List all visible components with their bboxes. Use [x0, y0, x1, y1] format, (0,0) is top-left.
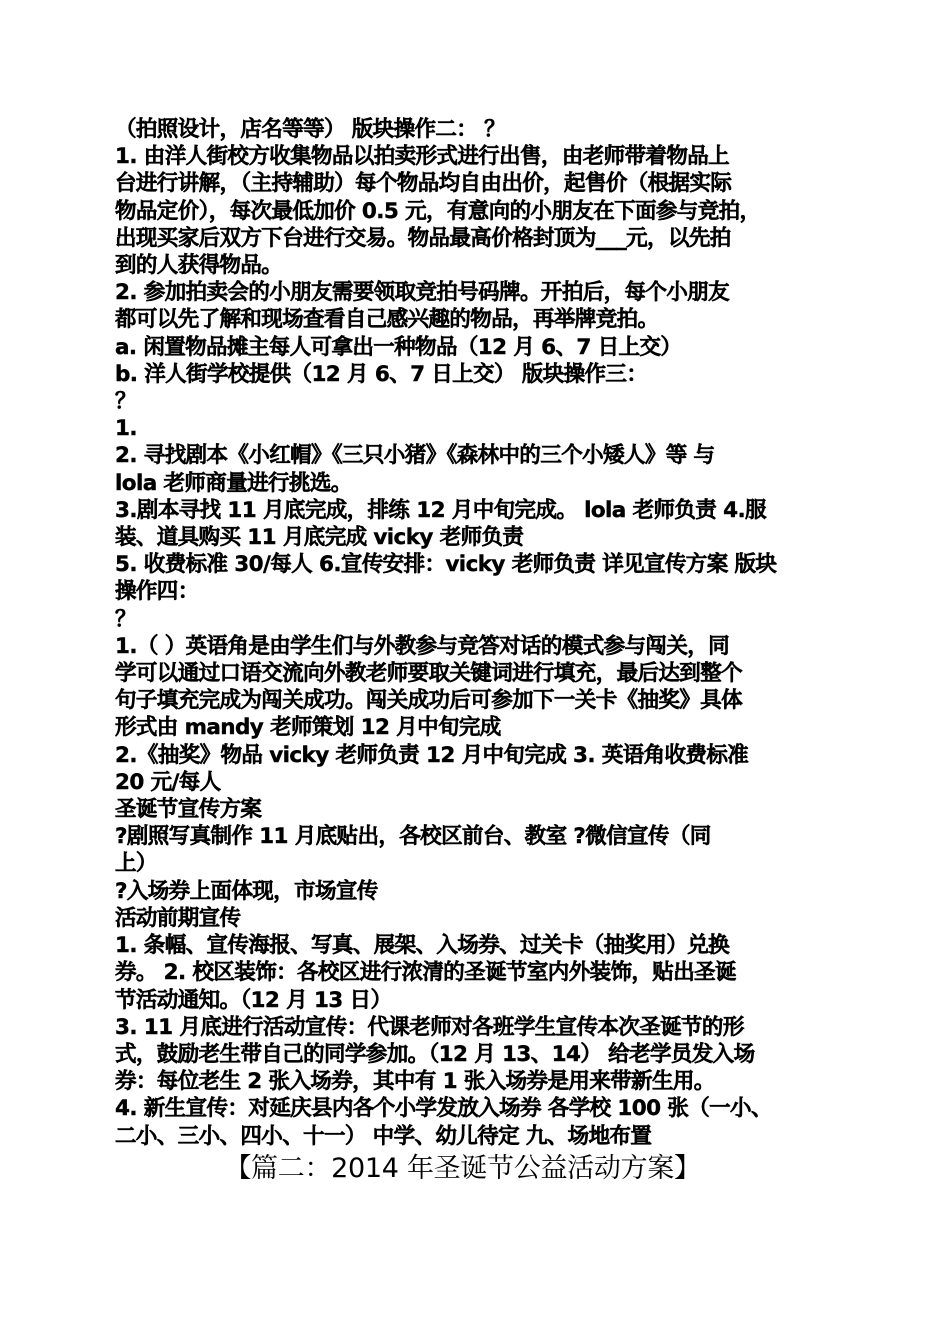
text-line: 句子填充完成为闯关成功。闯关成功后可参加下一关卡《抽奖》具体 [115, 688, 743, 714]
text-line: ?入场券上面体现，市场宣传 [115, 878, 378, 904]
text-line: ？ [115, 606, 136, 632]
text-line: 3.剧本寻找 11 月底完成，排练 12 月中旬完成。 lola 老师负责 4.服 [115, 497, 766, 523]
text-line: 3. 11 月底进行活动宣传：代课老师对各班学生宣传本次圣诞节的形 [115, 1014, 744, 1040]
section-heading: 【篇二：2014 年圣诞节公益活动方案】 [224, 1152, 701, 1184]
text-line: lola 老师商量进行挑选。 [115, 470, 352, 496]
text-line: 二小、三小、四小、十一） 中学、幼儿待定 九、场地布置 [115, 1123, 652, 1149]
text-line: 1. 由洋人街校方收集物品以拍卖形式进行出售，由老师带着物品上 [115, 144, 730, 170]
text-line: （拍照设计，店名等等） 版块操作二： ？ [115, 117, 505, 142]
text-line: 节活动通知。（12 月 13 日） [115, 987, 392, 1013]
text-line: 台进行讲解，（主持辅助）每个物品均自由出价，起售价（根据实际 [115, 171, 732, 197]
text-line: 1. [115, 416, 137, 442]
text-line: 圣诞节宣传方案 [115, 797, 262, 823]
text-line: 2. 寻找剧本《小红帽》《三只小猪》《森林中的三个小矮人》等 与 [115, 443, 715, 469]
text-line: 4. 新生宣传：对延庆县内各个小学发放入场券 各学校 100 张（一小、 [115, 1096, 772, 1122]
text-line: a. 闲置物品摊主每人可拿出一种物品（12 月 6、7 日上交） [115, 334, 682, 360]
text-line: 20 元/每人 [115, 769, 221, 795]
text-line: 到的人获得物品。 [115, 253, 283, 279]
text-line: ?剧照写真制作 11 月底贴出，各校区前台、教室 ?微信宣传（同 [115, 824, 711, 850]
text-line: ？ [115, 389, 136, 415]
text-line: 形式由 mandy 老师策划 12 月中旬完成 [115, 715, 501, 741]
text-line: 1.（ ）英语角是由学生们与外教参与竞答对话的模式参与闯关，同 [115, 633, 730, 659]
text-line: 活动前期宣传 [115, 905, 241, 931]
text-line: 出现买家后双方下台进行交易。物品最高价格封顶为___元，以先拍 [115, 225, 731, 251]
text-line: 1. 条幅、宣传海报、写真、展架、入场券、过关卡（抽奖用）兑换 [115, 933, 730, 959]
text-line: 2.《抽奖》物品 vicky 老师负责 12 月中旬完成 3. 英语角收费标准 [115, 742, 749, 768]
text-line: 券。 2. 校区装饰：各校区进行浓清的圣诞节室内外装饰，贴出圣诞 [115, 960, 736, 986]
text-line: 学可以通过口语交流向外教老师要取关键词进行填充，最后达到整个 [115, 661, 743, 687]
body-text [115, 116, 850, 1150]
text-line: 物品定价），每次最低加价 0.5 元，有意向的小朋友在下面参与竞拍， [115, 198, 761, 224]
text-line: 式，鼓励老生带自己的同学参加。（12 月 13、14） 给老学员发入场 [115, 1041, 755, 1067]
text-line: 5. 收费标准 30/每人 6.宣传安排：vicky 老师负责 详见宣传方案 版块 [115, 552, 777, 578]
text-line: 券：每位老生 2 张入场券，其中有 1 张入场券是用来带新生用。 [115, 1069, 715, 1095]
text-line: 2. 参加拍卖会的小朋友需要领取竞拍号码牌。开拍后，每个小朋友 [115, 280, 730, 306]
text-line: 都可以先了解和现场查看自己感兴趣的物品，再举牌竞拍。 [115, 307, 659, 333]
text-line: 装、道具购买 11 月底完成 vicky 老师负责 [115, 525, 524, 551]
text-line: 上） [115, 851, 157, 877]
text-line: b. 洋人街学校提供（12 月 6、7 日上交） 版块操作三： [115, 361, 648, 387]
text-line: 操作四： [115, 579, 199, 605]
